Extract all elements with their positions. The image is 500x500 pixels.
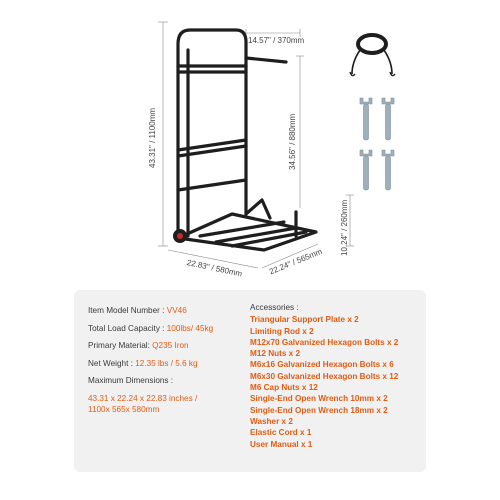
accessory-item: M6x16 Galvanized Hexagon Bolts x 6: [250, 360, 394, 370]
spec-load: [88, 320, 248, 338]
spec-panel: [74, 290, 426, 472]
spec-load-value: 100lbs/ 45kg: [166, 323, 214, 333]
dim-base-height: 10.24" / 260mm: [340, 199, 349, 256]
spec-weight-value: 12.35 lbs / 5.6 kg: [135, 358, 198, 368]
accessory-item: Elastic Cord x 1: [250, 428, 312, 438]
accessory-item: Washer x 2: [250, 416, 293, 426]
wrench-icons: [360, 98, 394, 190]
accessory-item: Single-End Open Wrench 10mm x 2: [250, 394, 388, 404]
accessories-list: [250, 302, 426, 450]
spec-material: [88, 337, 248, 355]
spec-list: [88, 302, 248, 415]
spec-weight-label: Net Weight :: [88, 358, 133, 368]
accessory-item: Triangular Support Plate x 2: [250, 315, 359, 325]
accessory-item: User Manual x 1: [250, 439, 313, 449]
spec-model-value: VV46: [166, 306, 187, 315]
accessory-item: M6 Cap Nuts x 12: [250, 383, 318, 393]
spec-maxdim-label: Maximum Dimensions :: [88, 376, 174, 386]
spec-model-label: Item Model Number :: [88, 306, 165, 315]
spec-maxdim-line1: 43.31 x 22.24 x 22.83 inches /: [88, 393, 198, 403]
spec-model: [88, 302, 248, 320]
spec-maxdim-line2: 1100x 565x 580mm: [88, 404, 160, 414]
spec-weight: [88, 355, 248, 373]
dim-base-width: 22.83" / 580mm: [186, 258, 243, 279]
accessory-item: Single-End Open Wrench 18mm x 2: [250, 405, 388, 415]
elastic-cord-icon: [350, 35, 395, 76]
spec-load-label: Total Load Capacity :: [88, 323, 165, 333]
accessories-heading: Accessories :: [250, 303, 299, 312]
dim-total-height: 43.31" / 1100mm: [148, 107, 157, 168]
accessory-item: M12x70 Galvanized Hexagon Bolts x 2: [250, 337, 399, 347]
dim-frame-height: 34.56" / 880mm: [288, 113, 297, 170]
dim-top-width: 14.57" / 370mm: [248, 36, 305, 45]
accessory-item: Limiting Rod x 2: [250, 326, 314, 336]
accessory-item: M6x30 Galvanized Hexagon Bolts x 12: [250, 371, 399, 381]
accessory-item: M12 Nuts x 2: [250, 349, 301, 359]
spec-material-value: Q235 Iron: [152, 341, 189, 351]
spec-material-label: Primary Material:: [88, 341, 150, 351]
dim-base-depth: 22.24" / 565mm: [268, 246, 324, 277]
spec-maxdim-value: [88, 393, 248, 415]
